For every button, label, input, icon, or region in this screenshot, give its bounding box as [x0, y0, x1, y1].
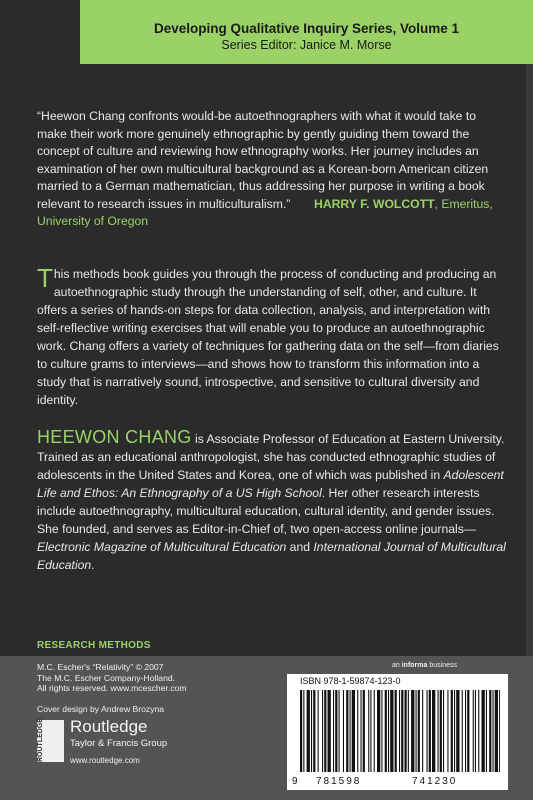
barcode-bar	[440, 690, 442, 772]
barcode-bar	[438, 690, 439, 772]
credit-line-1: M.C. Escher's “Relativity” © 2007	[37, 662, 164, 672]
image-credits	[37, 662, 186, 694]
barcode-bar	[339, 690, 340, 772]
barcode-bar	[447, 690, 448, 772]
bio-journal2: International Journal of Multicultural Education	[37, 540, 506, 572]
isbn-text: ISBN 978-1-59874-123-0	[300, 676, 401, 686]
barcode-right-group: 741230	[412, 776, 458, 787]
barcode-bar	[322, 690, 323, 772]
bio-part1: is Associate Professor of Education at Eastern University. Trained as an educational anthropologist, she has conducted ethnographic studies of adolescents in the United States and Korea, one of which was published in	[37, 432, 505, 482]
barcode-bar	[443, 690, 444, 772]
barcode-bar	[475, 690, 476, 772]
barcode-bar	[357, 690, 358, 772]
barcode-bar	[377, 690, 380, 772]
author-name: HEEWON CHANG	[37, 427, 192, 447]
description-text: his methods book guides you through the process of conducting and producing an autoethnographic study through the understanding of self, other, and culture. It offers a series of hands-on steps for data collection, analysis, and interpretation with self-reflective writing exercises that will enable you to produce an autoethnographic work. Chang offers a variety of techniques for gathering data on the self—from diaries to culture grams to interviews—and shows how to transform this information into a study that is narratively sound, introspective, and sensitive to cultural diversity and identity.	[37, 267, 499, 407]
barcode-bar	[350, 690, 351, 772]
barcode-bar	[300, 690, 302, 772]
barcode-bar	[395, 690, 397, 772]
informa-brand: informa	[401, 662, 428, 669]
barcode-bar	[422, 690, 423, 772]
barcode-bar	[405, 690, 407, 772]
barcode-bar	[311, 690, 312, 772]
barcode-bar	[318, 690, 319, 772]
barcode-bar	[352, 690, 355, 772]
barcode-bar	[454, 690, 455, 772]
quote-attribution-name: HARRY F. WOLCOTT	[314, 196, 435, 211]
series-banner	[80, 0, 533, 64]
informa-tagline	[392, 662, 457, 669]
book-description	[37, 265, 507, 409]
quote-text: “Heewon Chang confronts would-be autoethnographers with what it would take to make their work more genuinely ethnographic by gently guiding them toward the concept of culture and reviewing how ethnography works. Her journey includes an examination of her own multicultural background as a Korean-born American citizen married to a German mathematician, thus addressing her purpose in writing a book relevant to research issues in multiculturalism.”	[37, 109, 489, 211]
quote-attribution-affiliation: , Emeritus, University of Oregon	[37, 196, 493, 228]
credit-line-3: All rights reserved. www.mcescher.com	[37, 683, 187, 694]
barcode-bar	[465, 690, 466, 772]
barcode-bar	[343, 690, 344, 772]
barcode-bar	[478, 690, 479, 772]
bio-journal1: Electronic Magazine of Multicultural Education	[37, 540, 287, 554]
cover-design-credit: Cover design by Andrew Brozyna	[37, 704, 165, 714]
barcode-bar	[411, 690, 414, 772]
barcode-bar	[363, 690, 365, 772]
barcode-bar	[429, 690, 431, 772]
barcode-bar	[370, 690, 371, 772]
barcode-bar	[451, 690, 453, 772]
bio-book-title: Adolescent Life and Ethos: An Ethnography of a US High School	[37, 468, 504, 500]
series-editor: Series Editor: Janice M. Morse	[221, 38, 392, 52]
barcode-bar	[374, 690, 375, 772]
barcode-bar	[495, 690, 498, 772]
publisher-url: www.routledge.com	[70, 756, 140, 765]
credit-line-2: The M.C. Escher Company-Holland.	[37, 672, 176, 683]
barcode-bar	[493, 690, 494, 772]
bio-part3: and	[286, 540, 314, 554]
barcode-bar	[467, 690, 469, 772]
barcode-bar	[303, 690, 304, 772]
barcode-bar	[489, 690, 491, 772]
barcode-bar	[486, 690, 487, 772]
barcode-first-digit: 9	[292, 776, 298, 787]
barcode-bar	[418, 690, 420, 772]
barcode-bar	[408, 690, 409, 772]
barcode-bar	[432, 690, 435, 772]
routledge-logo-icon: ROUTLEDGE	[37, 720, 64, 762]
barcode-bar	[401, 690, 403, 772]
publisher-group: Taylor & Francis Group	[70, 738, 168, 749]
barcode-bar	[385, 690, 387, 772]
bio-part2: . Her other research interests include autoethnography, multicultural education, cultural identity, and gender issues. She founded, and serves as Editor-in-Chief of, two open-access online journals—	[37, 486, 495, 536]
informa-suffix: business	[427, 662, 457, 669]
barcode-bar	[388, 690, 389, 772]
barcode-bar	[456, 690, 459, 772]
barcode-bar	[473, 690, 474, 772]
informa-prefix: an	[392, 662, 402, 669]
series-title: Developing Qualitative Inquiry Series, Volume 1	[153, 21, 460, 36]
barcode-bar	[427, 690, 428, 772]
barcode-bar	[307, 690, 310, 772]
barcode-bar	[313, 690, 315, 772]
bio-part4: .	[91, 558, 95, 572]
endorsement-quote	[37, 108, 505, 231]
barcode-graphic	[300, 690, 500, 772]
barcode-bar	[499, 690, 500, 772]
publisher-name: Routledge	[70, 717, 148, 736]
barcode-bar	[482, 690, 485, 772]
barcode-bar	[335, 690, 337, 772]
barcode-bar	[361, 690, 362, 772]
barcode-bar	[416, 690, 417, 772]
barcode-bar	[324, 690, 326, 772]
author-bio	[37, 428, 507, 574]
barcode-bar	[368, 690, 369, 772]
barcode-bar	[328, 690, 331, 772]
barcode-bar	[399, 690, 400, 772]
category-label: RESEARCH METHODS	[37, 640, 151, 651]
barcode-bar	[381, 690, 382, 772]
description-dropcap: T	[37, 263, 53, 293]
barcode-bar	[462, 690, 463, 772]
barcode-bar	[346, 690, 348, 772]
barcode-bar	[333, 690, 334, 772]
barcode-bar	[390, 690, 393, 772]
barcode-left-group: 781598	[316, 776, 362, 787]
